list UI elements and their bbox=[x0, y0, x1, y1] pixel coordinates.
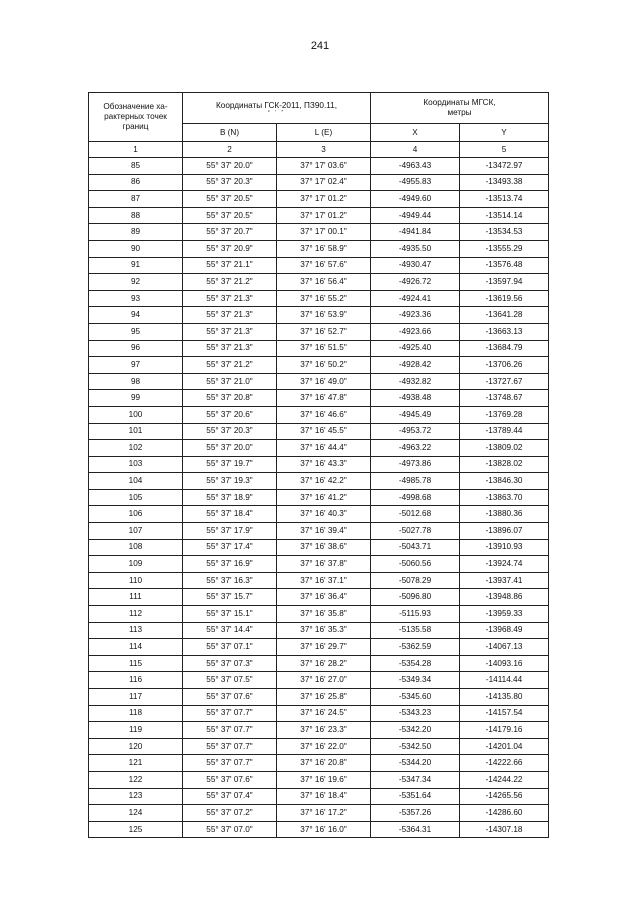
latitude-cell: 55° 37' 07.7" bbox=[183, 722, 277, 739]
latitude-cell: 55° 37' 21.0" bbox=[183, 373, 277, 390]
point-id-cell: 115 bbox=[89, 655, 183, 672]
y-cell: -13910.93 bbox=[460, 539, 549, 556]
latitude-cell: 55° 37' 20.0" bbox=[183, 440, 277, 457]
longitude-cell: 37° 16' 57.6" bbox=[277, 257, 371, 274]
latitude-cell: 55° 37' 15.7" bbox=[183, 589, 277, 606]
point-id-cell: 109 bbox=[89, 556, 183, 573]
x-cell: -4945.49 bbox=[371, 406, 460, 423]
longitude-cell: 37° 16' 24.5" bbox=[277, 705, 371, 722]
latitude-cell: 55° 37' 19.3" bbox=[183, 473, 277, 490]
y-cell: -13727.67 bbox=[460, 373, 549, 390]
latitude-cell: 55° 37' 21.3" bbox=[183, 290, 277, 307]
point-id-cell: 111 bbox=[89, 589, 183, 606]
table-row bbox=[89, 639, 549, 656]
x-cell: -5135.58 bbox=[371, 622, 460, 639]
latitude-cell: 55° 37' 16.9" bbox=[183, 556, 277, 573]
latitude-cell: 55° 37' 20.0" bbox=[183, 158, 277, 175]
longitude-cell: 37° 16' 38.6" bbox=[277, 539, 371, 556]
point-id-cell: 98 bbox=[89, 373, 183, 390]
latitude-cell: 55° 37' 07.6" bbox=[183, 771, 277, 788]
longitude-cell: 37° 17' 01.2" bbox=[277, 207, 371, 224]
y-cell: -13597.94 bbox=[460, 274, 549, 291]
y-cell: -14286.60 bbox=[460, 805, 549, 822]
y-cell: -13513.74 bbox=[460, 191, 549, 208]
longitude-cell: 37° 16' 46.6" bbox=[277, 406, 371, 423]
longitude-cell: 37° 16' 29.7" bbox=[277, 639, 371, 656]
longitude-cell: 37° 16' 20.8" bbox=[277, 755, 371, 772]
header-gsk-title: Координаты ГСК-2011, ПЗ90.11, bbox=[216, 100, 338, 110]
x-cell: -5349.34 bbox=[371, 672, 460, 689]
x-cell: -4928.42 bbox=[371, 357, 460, 374]
y-cell: -13959.33 bbox=[460, 606, 549, 623]
x-cell: -4998.68 bbox=[371, 489, 460, 506]
point-id-cell: 110 bbox=[89, 572, 183, 589]
table-row bbox=[89, 705, 549, 722]
x-cell: -4938.48 bbox=[371, 390, 460, 407]
latitude-cell: 55° 37' 07.2" bbox=[183, 805, 277, 822]
y-cell: -13663.13 bbox=[460, 323, 549, 340]
x-cell: -4963.43 bbox=[371, 158, 460, 175]
y-cell: -13809.02 bbox=[460, 440, 549, 457]
longitude-cell: 37° 16' 39.4" bbox=[277, 523, 371, 540]
y-cell: -13555.29 bbox=[460, 240, 549, 257]
x-cell: -4923.66 bbox=[371, 323, 460, 340]
x-cell: -5362.59 bbox=[371, 639, 460, 656]
x-cell: -5342.20 bbox=[371, 722, 460, 739]
y-cell: -14067.13 bbox=[460, 639, 549, 656]
point-id-cell: 106 bbox=[89, 506, 183, 523]
table-row bbox=[89, 572, 549, 589]
header-mgsk-coordinates bbox=[371, 93, 549, 124]
table-row bbox=[89, 340, 549, 357]
table-row bbox=[89, 523, 549, 540]
table-row bbox=[89, 224, 549, 241]
longitude-cell: 37° 17' 02.4" bbox=[277, 174, 371, 191]
latitude-cell: 55° 37' 07.0" bbox=[183, 821, 277, 838]
longitude-cell: 37° 16' 18.4" bbox=[277, 788, 371, 805]
y-cell: -13924.74 bbox=[460, 556, 549, 573]
y-cell: -14244.22 bbox=[460, 771, 549, 788]
longitude-cell: 37° 16' 17.2" bbox=[277, 805, 371, 822]
y-cell: -14179.16 bbox=[460, 722, 549, 739]
x-cell: -5342.50 bbox=[371, 738, 460, 755]
page-number: 241 bbox=[310, 40, 330, 52]
y-cell: -13748.67 bbox=[460, 390, 549, 407]
y-cell: -13846.30 bbox=[460, 473, 549, 490]
latitude-cell: 55° 37' 20.5" bbox=[183, 207, 277, 224]
latitude-cell: 55° 37' 07.6" bbox=[183, 689, 277, 706]
y-cell: -13880.36 bbox=[460, 506, 549, 523]
y-cell: -13706.26 bbox=[460, 357, 549, 374]
y-cell: -13863.70 bbox=[460, 489, 549, 506]
x-cell: -4973.86 bbox=[371, 456, 460, 473]
point-id-cell: 100 bbox=[89, 406, 183, 423]
longitude-cell: 37° 16' 43.3" bbox=[277, 456, 371, 473]
latitude-cell: 55° 37' 21.3" bbox=[183, 323, 277, 340]
longitude-cell: 37° 16' 50.2" bbox=[277, 357, 371, 374]
latitude-cell: 55° 37' 20.7" bbox=[183, 224, 277, 241]
y-cell: -13472.97 bbox=[460, 158, 549, 175]
point-id-cell: 122 bbox=[89, 771, 183, 788]
x-cell: -4949.60 bbox=[371, 191, 460, 208]
longitude-cell: 37° 16' 58.9" bbox=[277, 240, 371, 257]
longitude-cell: 37° 16' 41.2" bbox=[277, 489, 371, 506]
longitude-cell: 37° 16' 42.2" bbox=[277, 473, 371, 490]
y-cell: -13769.28 bbox=[460, 406, 549, 423]
y-cell: -13514.14 bbox=[460, 207, 549, 224]
table-row bbox=[89, 207, 549, 224]
header-mgsk-title: Координаты МГСК, bbox=[423, 98, 496, 107]
point-id-cell: 108 bbox=[89, 539, 183, 556]
latitude-cell: 55° 37' 14.4" bbox=[183, 622, 277, 639]
x-cell: -5354.28 bbox=[371, 655, 460, 672]
x-cell: -5345.60 bbox=[371, 689, 460, 706]
latitude-cell: 55° 37' 21.2" bbox=[183, 274, 277, 291]
x-cell: -4953.72 bbox=[371, 423, 460, 440]
table-row bbox=[89, 158, 549, 175]
latitude-cell: 55° 37' 07.7" bbox=[183, 705, 277, 722]
table-row bbox=[89, 489, 549, 506]
point-id-cell: 96 bbox=[89, 340, 183, 357]
x-cell: -4941.84 bbox=[371, 224, 460, 241]
point-id-cell: 99 bbox=[89, 390, 183, 407]
table-row bbox=[89, 440, 549, 457]
point-id-cell: 105 bbox=[89, 489, 183, 506]
y-cell: -13948.86 bbox=[460, 589, 549, 606]
header-mgsk-units: метры bbox=[447, 108, 472, 117]
latitude-cell: 55° 37' 20.3" bbox=[183, 174, 277, 191]
point-id-cell: 101 bbox=[89, 423, 183, 440]
table-row bbox=[89, 655, 549, 672]
table-row bbox=[89, 307, 549, 324]
longitude-cell: 37° 17' 01.2" bbox=[277, 191, 371, 208]
table-row bbox=[89, 323, 549, 340]
longitude-cell: 37° 16' 27.0" bbox=[277, 672, 371, 689]
longitude-cell: 37° 16' 35.8" bbox=[277, 606, 371, 623]
longitude-cell: 37° 16' 19.6" bbox=[277, 771, 371, 788]
latitude-cell: 55° 37' 07.1" bbox=[183, 639, 277, 656]
latitude-cell: 55° 37' 07.4" bbox=[183, 788, 277, 805]
latitude-cell: 55° 37' 17.9" bbox=[183, 523, 277, 540]
x-cell: -5078.29 bbox=[371, 572, 460, 589]
y-cell: -14093.16 bbox=[460, 655, 549, 672]
y-cell: -13937.41 bbox=[460, 572, 549, 589]
latitude-cell: 55° 37' 07.3" bbox=[183, 655, 277, 672]
point-id-cell: 116 bbox=[89, 672, 183, 689]
point-id-cell: 91 bbox=[89, 257, 183, 274]
table-row bbox=[89, 274, 549, 291]
table-row bbox=[89, 373, 549, 390]
table-row bbox=[89, 423, 549, 440]
table-row bbox=[89, 771, 549, 788]
latitude-cell: 55° 37' 18.9" bbox=[183, 489, 277, 506]
x-cell: -5027.78 bbox=[371, 523, 460, 540]
longitude-cell: 37° 16' 37.1" bbox=[277, 572, 371, 589]
y-cell: -13828.02 bbox=[460, 456, 549, 473]
table-row bbox=[89, 506, 549, 523]
y-cell: -14222.66 bbox=[460, 755, 549, 772]
point-id-cell: 107 bbox=[89, 523, 183, 540]
x-cell: -5043.71 bbox=[371, 539, 460, 556]
x-cell: -4923.36 bbox=[371, 307, 460, 324]
y-cell: -13684.79 bbox=[460, 340, 549, 357]
point-id-cell: 112 bbox=[89, 606, 183, 623]
header-point-designation-line-3: границ bbox=[122, 122, 149, 131]
header-point-designation bbox=[89, 93, 183, 142]
longitude-cell: 37° 16' 49.0" bbox=[277, 373, 371, 390]
point-id-cell: 92 bbox=[89, 274, 183, 291]
point-id-cell: 90 bbox=[89, 240, 183, 257]
point-id-cell: 120 bbox=[89, 738, 183, 755]
longitude-cell: 37° 16' 47.8" bbox=[277, 390, 371, 407]
x-cell: -4949.44 bbox=[371, 207, 460, 224]
column-number: 3 bbox=[277, 142, 371, 158]
table-row bbox=[89, 240, 549, 257]
point-id-cell: 125 bbox=[89, 821, 183, 838]
longitude-cell: 37° 16' 51.5" bbox=[277, 340, 371, 357]
latitude-cell: 55° 37' 21.3" bbox=[183, 340, 277, 357]
point-id-cell: 85 bbox=[89, 158, 183, 175]
x-cell: -4963.22 bbox=[371, 440, 460, 457]
latitude-cell: 55° 37' 07.7" bbox=[183, 755, 277, 772]
point-id-cell: 119 bbox=[89, 722, 183, 739]
latitude-cell: 55° 37' 21.1" bbox=[183, 257, 277, 274]
x-cell: -5096.80 bbox=[371, 589, 460, 606]
table-row bbox=[89, 622, 549, 639]
point-id-cell: 124 bbox=[89, 805, 183, 822]
longitude-cell: 37° 17' 00.1" bbox=[277, 224, 371, 241]
table-row bbox=[89, 257, 549, 274]
y-cell: -14157.54 bbox=[460, 705, 549, 722]
y-cell: -13896.07 bbox=[460, 523, 549, 540]
header-y: Y bbox=[460, 124, 549, 142]
point-id-cell: 102 bbox=[89, 440, 183, 457]
table-row bbox=[89, 290, 549, 307]
latitude-cell: 55° 37' 20.9" bbox=[183, 240, 277, 257]
point-id-cell: 117 bbox=[89, 689, 183, 706]
latitude-cell: 55° 37' 18.4" bbox=[183, 506, 277, 523]
table-row bbox=[89, 672, 549, 689]
x-cell: -5060.56 bbox=[371, 556, 460, 573]
y-cell: -13534.53 bbox=[460, 224, 549, 241]
table-body bbox=[89, 158, 549, 838]
table-row bbox=[89, 174, 549, 191]
y-cell: -14135.80 bbox=[460, 689, 549, 706]
latitude-cell: 55° 37' 21.3" bbox=[183, 307, 277, 324]
point-id-cell: 94 bbox=[89, 307, 183, 324]
longitude-cell: 37° 17' 03.6" bbox=[277, 158, 371, 175]
longitude-cell: 37° 16' 44.4" bbox=[277, 440, 371, 457]
latitude-cell: 55° 37' 07.5" bbox=[183, 672, 277, 689]
latitude-cell: 55° 37' 15.1" bbox=[183, 606, 277, 623]
longitude-cell: 37° 16' 40.3" bbox=[277, 506, 371, 523]
x-cell: -5364.31 bbox=[371, 821, 460, 838]
table-row bbox=[89, 390, 549, 407]
table-row bbox=[89, 191, 549, 208]
table-row bbox=[89, 456, 549, 473]
column-number: 2 bbox=[183, 142, 277, 158]
longitude-cell: 37° 16' 22.0" bbox=[277, 738, 371, 755]
header-x: X bbox=[371, 124, 460, 142]
x-cell: -4925.40 bbox=[371, 340, 460, 357]
point-id-cell: 89 bbox=[89, 224, 183, 241]
latitude-cell: 55° 37' 16.3" bbox=[183, 572, 277, 589]
point-id-cell: 97 bbox=[89, 357, 183, 374]
y-cell: -13493.38 bbox=[460, 174, 549, 191]
longitude-cell: 37° 16' 53.9" bbox=[277, 307, 371, 324]
x-cell: -4932.82 bbox=[371, 373, 460, 390]
longitude-cell: 37° 16' 16.0" bbox=[277, 821, 371, 838]
x-cell: -5012.68 bbox=[371, 506, 460, 523]
x-cell: -4955.83 bbox=[371, 174, 460, 191]
longitude-cell: 37° 16' 36.4" bbox=[277, 589, 371, 606]
latitude-cell: 55° 37' 21.2" bbox=[183, 357, 277, 374]
point-id-cell: 88 bbox=[89, 207, 183, 224]
longitude-cell: 37° 16' 28.2" bbox=[277, 655, 371, 672]
y-cell: -13641.28 bbox=[460, 307, 549, 324]
table-row bbox=[89, 689, 549, 706]
latitude-cell: 55° 37' 20.5" bbox=[183, 191, 277, 208]
table-row bbox=[89, 788, 549, 805]
longitude-cell: 37° 16' 45.5" bbox=[277, 423, 371, 440]
table-row bbox=[89, 556, 549, 573]
latitude-cell: 55° 37' 20.6" bbox=[183, 406, 277, 423]
longitude-cell: 37° 16' 23.3" bbox=[277, 722, 371, 739]
point-id-cell: 86 bbox=[89, 174, 183, 191]
column-number: 5 bbox=[460, 142, 549, 158]
x-cell: -4926.72 bbox=[371, 274, 460, 291]
x-cell: -5115.93 bbox=[371, 606, 460, 623]
x-cell: -5347.34 bbox=[371, 771, 460, 788]
latitude-cell: 55° 37' 07.7" bbox=[183, 738, 277, 755]
x-cell: -4930.47 bbox=[371, 257, 460, 274]
x-cell: -5351.64 bbox=[371, 788, 460, 805]
y-cell: -14114.44 bbox=[460, 672, 549, 689]
table-row bbox=[89, 539, 549, 556]
latitude-cell: 55° 37' 20.8" bbox=[183, 390, 277, 407]
longitude-cell: 37° 16' 35.3" bbox=[277, 622, 371, 639]
latitude-cell: 55° 37' 19.7" bbox=[183, 456, 277, 473]
x-cell: -4935.50 bbox=[371, 240, 460, 257]
y-cell: -13576.48 bbox=[460, 257, 549, 274]
column-number: 4 bbox=[371, 142, 460, 158]
table-row bbox=[89, 473, 549, 490]
x-cell: -5343.23 bbox=[371, 705, 460, 722]
y-cell: -13619.56 bbox=[460, 290, 549, 307]
y-cell: -14265.56 bbox=[460, 788, 549, 805]
table-row bbox=[89, 805, 549, 822]
header-l: L (E) bbox=[277, 124, 371, 142]
table-row bbox=[89, 821, 549, 838]
point-id-cell: 103 bbox=[89, 456, 183, 473]
table-row bbox=[89, 406, 549, 423]
table-row bbox=[89, 722, 549, 739]
table-row bbox=[89, 606, 549, 623]
point-id-cell: 121 bbox=[89, 755, 183, 772]
header-point-designation-line-1: Обозначение ха- bbox=[103, 102, 168, 111]
point-id-cell: 104 bbox=[89, 473, 183, 490]
header-point-designation-line-2: рактерных точек bbox=[104, 112, 167, 121]
latitude-cell: 55° 37' 17.4" bbox=[183, 539, 277, 556]
table-row bbox=[89, 738, 549, 755]
y-cell: -14201.04 bbox=[460, 738, 549, 755]
table-row bbox=[89, 589, 549, 606]
y-cell: -13789.44 bbox=[460, 423, 549, 440]
point-id-cell: 123 bbox=[89, 788, 183, 805]
header-gsk-units: ° ′ ″ bbox=[267, 109, 286, 116]
coordinates-table bbox=[88, 92, 549, 838]
x-cell: -4985.78 bbox=[371, 473, 460, 490]
point-id-cell: 95 bbox=[89, 323, 183, 340]
longitude-cell: 37° 16' 55.2" bbox=[277, 290, 371, 307]
x-cell: -4924.41 bbox=[371, 290, 460, 307]
longitude-cell: 37° 16' 25.8" bbox=[277, 689, 371, 706]
longitude-cell: 37° 16' 37.8" bbox=[277, 556, 371, 573]
x-cell: -5344.20 bbox=[371, 755, 460, 772]
table-row bbox=[89, 755, 549, 772]
point-id-cell: 87 bbox=[89, 191, 183, 208]
latitude-cell: 55° 37' 20.3" bbox=[183, 423, 277, 440]
y-cell: -14307.18 bbox=[460, 821, 549, 838]
header-b: B (N) bbox=[183, 124, 277, 142]
point-id-cell: 114 bbox=[89, 639, 183, 656]
point-id-cell: 118 bbox=[89, 705, 183, 722]
point-id-cell: 93 bbox=[89, 290, 183, 307]
point-id-cell: 113 bbox=[89, 622, 183, 639]
y-cell: -13968.49 bbox=[460, 622, 549, 639]
longitude-cell: 37° 16' 52.7" bbox=[277, 323, 371, 340]
header-gsk-coordinates bbox=[183, 93, 371, 124]
longitude-cell: 37° 16' 56.4" bbox=[277, 274, 371, 291]
table-row bbox=[89, 357, 549, 374]
x-cell: -5357.26 bbox=[371, 805, 460, 822]
column-number: 1 bbox=[89, 142, 183, 158]
